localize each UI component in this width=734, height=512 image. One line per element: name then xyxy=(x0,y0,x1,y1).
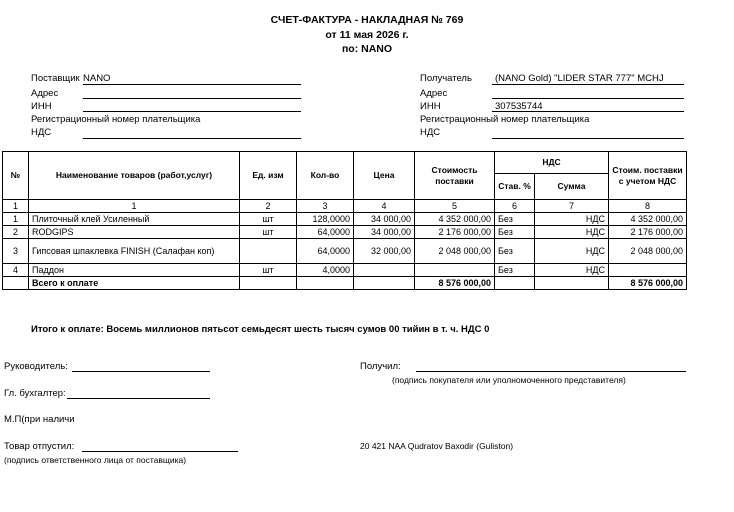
total-empty-cell xyxy=(297,277,354,290)
col-number: 4 xyxy=(354,200,415,213)
row-vat-rate: Без xyxy=(495,213,535,226)
recipient-inn-line xyxy=(492,111,684,112)
col-number: 3 xyxy=(297,200,354,213)
row-name: Паддон xyxy=(29,264,240,277)
col-number: 6 xyxy=(495,200,535,213)
released-note: (подпись ответственного лица от поставщика) xyxy=(4,455,187,465)
col-header-no: № xyxy=(3,152,29,200)
row-total: 2 176 000,00 xyxy=(609,226,687,239)
recipient-name: (NANO Gold) "LIDER STAR 777" MCHJ xyxy=(495,73,664,84)
director-sign-line xyxy=(72,371,210,372)
total-empty-cell xyxy=(3,277,29,290)
col-header-name: Наименование товаров (работ,услуг) xyxy=(29,152,240,200)
row-price xyxy=(354,264,415,277)
col-number: 5 xyxy=(415,200,495,213)
supplier-reg-label: Регистрационный номер плательщика xyxy=(31,114,201,125)
row-qty: 4,0000 xyxy=(297,264,354,277)
agent-name: 20 421 NAA Qudratov Baxodir (Guliston) xyxy=(360,441,514,451)
total-row xyxy=(3,277,687,290)
invoice-contract: по: NANO xyxy=(341,43,393,55)
row-unit: шт xyxy=(240,213,297,226)
recipient-label: Получатель xyxy=(420,73,472,84)
supplier-nds-line xyxy=(83,138,301,139)
row-name: Плиточный клей Усиленный xyxy=(29,213,240,226)
supplier-inn-label: ИНН xyxy=(31,101,52,112)
recipient-address-label: Адрес xyxy=(420,88,448,99)
table-row xyxy=(3,239,687,264)
row-name: RODGIPS xyxy=(29,226,240,239)
row-price: 34 000,00 xyxy=(354,226,415,239)
received-sign-line xyxy=(416,371,686,372)
col-header-vat-rate: Став. % xyxy=(495,174,535,200)
table-row xyxy=(3,264,687,277)
col-header-vat: НДС xyxy=(495,152,609,174)
row-total xyxy=(609,264,687,277)
row-no: 3 xyxy=(3,239,29,264)
total-label: Всего к оплате xyxy=(29,277,240,290)
recipient-reg-label: Регистрационный номер плательщика xyxy=(420,114,590,125)
supplier-address-label: Адрес xyxy=(31,88,59,99)
row-vat-sum: НДС xyxy=(535,264,609,277)
recipient-nds-label: НДС xyxy=(420,127,441,138)
total-with-vat: 8 576 000,00 xyxy=(609,277,687,290)
row-vat-sum: НДС xyxy=(535,226,609,239)
accountant-sign-line xyxy=(67,398,210,399)
row-no: 1 xyxy=(3,213,29,226)
recipient-nds-line xyxy=(492,138,684,139)
supplier-nds-label: НДС xyxy=(31,127,52,138)
row-qty: 64,0000 xyxy=(297,226,354,239)
row-cost xyxy=(415,264,495,277)
accountant-label: Гл. бухгалтер: xyxy=(4,388,66,399)
recipient-inn: 307535744 xyxy=(495,101,543,112)
col-header-cost: Стоимость поставки xyxy=(415,152,495,200)
supplier-name-line xyxy=(83,84,301,85)
supplier-name: NANO xyxy=(83,73,111,84)
invoice-title: СЧЕТ-ФАКТУРА - НАКЛАДНАЯ № 769 xyxy=(270,14,464,26)
row-price: 32 000,00 xyxy=(354,239,415,264)
row-qty: 128,0000 xyxy=(297,213,354,226)
row-cost: 2 176 000,00 xyxy=(415,226,495,239)
col-number: 7 xyxy=(535,200,609,213)
total-empty-cell xyxy=(535,277,609,290)
received-note: (подпись покупателя или уполномоченного представителя) xyxy=(392,375,626,385)
column-numbers-row xyxy=(3,200,687,213)
recipient-name-line xyxy=(492,84,684,85)
col-number: 1 xyxy=(29,200,240,213)
row-no: 2 xyxy=(3,226,29,239)
row-total: 2 048 000,00 xyxy=(609,239,687,264)
row-vat-sum: НДС xyxy=(535,213,609,226)
col-header-total: Стоим. поставки с учетом НДС xyxy=(609,152,687,200)
released-label: Товар отпустил: xyxy=(4,441,75,452)
row-price: 34 000,00 xyxy=(354,213,415,226)
supplier-address-line xyxy=(83,98,301,99)
supplier-inn-line xyxy=(83,111,301,112)
row-unit: шт xyxy=(240,226,297,239)
col-header-unit: Ед. изм xyxy=(240,152,297,200)
released-sign-line xyxy=(82,451,238,452)
table-row xyxy=(3,213,687,226)
total-cost: 8 576 000,00 xyxy=(415,277,495,290)
stamp-label: М.П(при наличи xyxy=(4,414,75,425)
col-number: 1 xyxy=(3,200,29,213)
recipient-inn-label: ИНН xyxy=(420,101,441,112)
row-vat-rate: Без xyxy=(495,264,535,277)
row-cost: 2 048 000,00 xyxy=(415,239,495,264)
col-header-price: Цена xyxy=(354,152,415,200)
total-empty-cell xyxy=(354,277,415,290)
row-name: Гипсовая шпаклевка FINISH (Салафан коп) xyxy=(29,239,240,264)
col-header-qty: Кол-во xyxy=(297,152,354,200)
recipient-address-line xyxy=(492,98,684,99)
row-total: 4 352 000,00 xyxy=(609,213,687,226)
row-vat-rate: Без xyxy=(495,239,535,264)
invoice-table xyxy=(2,151,687,290)
supplier-label: Поставщик xyxy=(31,73,80,84)
row-no: 4 xyxy=(3,264,29,277)
row-qty: 64,0000 xyxy=(297,239,354,264)
col-header-vat-sum: Сумма xyxy=(535,174,609,200)
total-in-words: Итого к оплате: Восемь миллионов пятьсот семьдесят шесть тысяч сумов 00 тийин в т. ч. НДС 0 xyxy=(31,324,490,335)
table-row xyxy=(3,226,687,239)
row-vat-sum: НДС xyxy=(535,239,609,264)
row-cost: 4 352 000,00 xyxy=(415,213,495,226)
row-vat-rate: Без xyxy=(495,226,535,239)
col-number: 8 xyxy=(609,200,687,213)
col-number: 2 xyxy=(240,200,297,213)
row-unit: шт xyxy=(240,264,297,277)
director-label: Руководитель: xyxy=(4,361,68,372)
received-label: Получил: xyxy=(360,361,401,372)
invoice-date: от 11 мая 2026 г. xyxy=(325,29,409,41)
total-empty-cell xyxy=(240,277,297,290)
total-empty-cell xyxy=(495,277,535,290)
row-unit xyxy=(240,239,297,264)
